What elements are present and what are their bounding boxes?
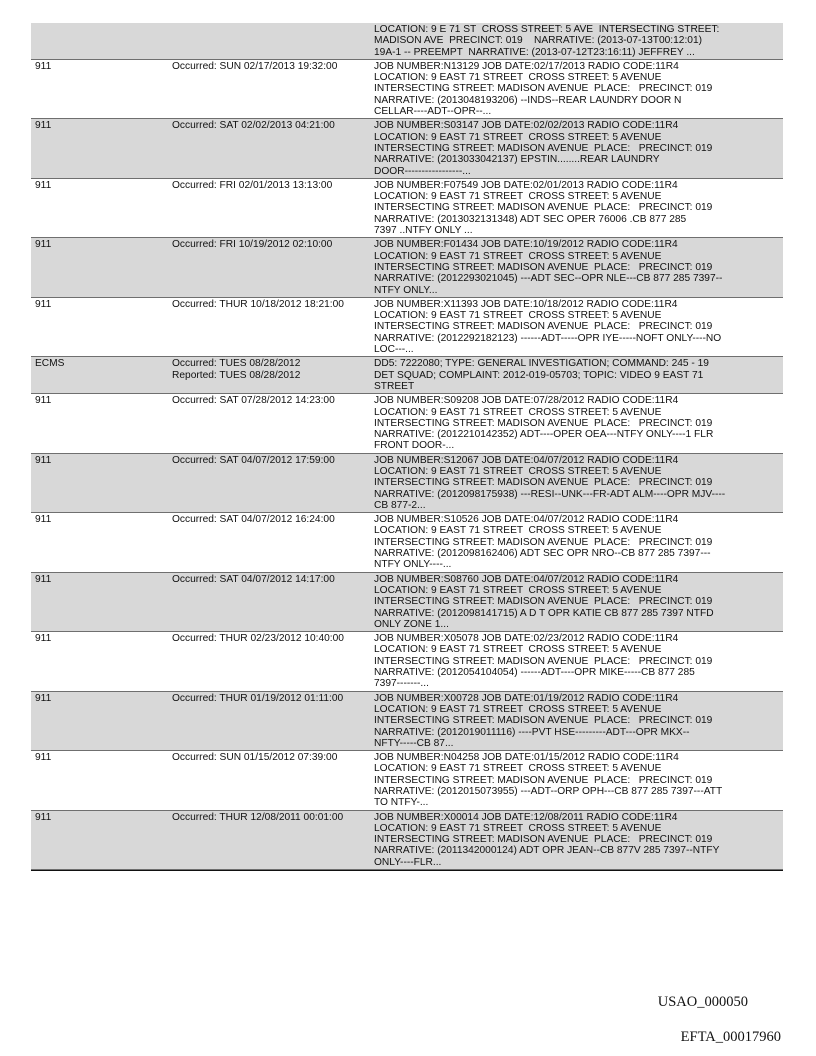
incident-source: 911 <box>35 60 52 72</box>
incident-narrative: JOB NUMBER:X11393 JOB DATE:10/18/2012 RADIO CODE:11R4 LOCATION: 9 EAST 71 STREET CROSS STREET: 5 AVENUE INTERSECTING STREET: MADISON AVENUE PLACE: PRECINCT: 019 NARRATIVE: (2012292182123) ------ADT-----OPR IYE-----NOFT ONLY----NO LOC---... <box>374 298 722 356</box>
incident-row <box>31 573 783 632</box>
incident-dates <box>172 811 374 869</box>
incident-date-line: Occurred: THUR 12/08/2011 00:01:00 <box>172 811 344 823</box>
incident-source: 911 <box>35 752 52 764</box>
incident-narrative: LOCATION: 9 E 71 ST CROSS STREET: 5 AVE INTERSECTING STREET: MADISON AVE PRECINCT: 019 NARRATIVE: (2013-07-13T00:12:01) 19A-1 -- PREEMPT NARRATIVE: (2013-07-12T23:16:11) JEFFREY ... <box>374 24 720 58</box>
incident-narrative: JOB NUMBER:F01434 JOB DATE:10/19/2012 RADIO CODE:11R4 LOCATION: 9 EAST 71 STREET CROSS STREET: 5 AVENUE INTERSECTING STREET: MADISON AVENUE PLACE: PRECINCT: 019 NARRATIVE: (2012293021045) ---ADT SEC--OPR NLE---CB 877 285 7397-- NTFY ONLY... <box>374 239 723 296</box>
incident-dates <box>172 23 374 59</box>
incident-row <box>31 751 783 810</box>
incident-source: 911 <box>35 298 52 310</box>
incident-date-line: Occurred: THUR 10/18/2012 18:21:00 <box>172 298 344 310</box>
incident-dates <box>172 298 374 356</box>
incident-source: 911 <box>35 239 52 251</box>
incident-date-line: Occurred: TUES 08/28/2012 <box>172 358 301 370</box>
incident-dates <box>172 60 374 118</box>
incident-row <box>31 238 783 297</box>
incident-narrative: JOB NUMBER:S09208 JOB DATE:07/28/2012 RADIO CODE:11R4 LOCATION: 9 EAST 71 STREET CROSS STREET: 5 AVENUE INTERSECTING STREET: MADISON AVENUE PLACE: PRECINCT: 019 NARRATIVE: (2012210142352) ADT----OPER OEA---NTFY ONLY----1 FLR FRONT DOOR-... <box>374 395 714 452</box>
table-end-rule <box>31 870 783 871</box>
incident-rows <box>31 23 783 870</box>
incident-source: 911 <box>35 514 52 526</box>
incident-narrative: DD5: 7222080; TYPE: GENERAL INVESTIGATION; COMMAND: 245 - 19 DET SQUAD; COMPLAINT: 2012-019-05703; TOPIC: VIDEO 9 EAST 71 STREET <box>374 358 709 392</box>
incident-source: 911 <box>35 395 52 407</box>
incident-narrative: JOB NUMBER:N04258 JOB DATE:01/15/2012 RADIO CODE:11R4 LOCATION: 9 EAST 71 STREET CROSS STREET: 5 AVENUE INTERSECTING STREET: MADISON AVENUE PLACE: PRECINCT: 019 NARRATIVE: (2012015073955) ---ADT--ORP OPH---CB 877 285 7397---ATT TO NTFY-... <box>374 752 723 809</box>
incident-row <box>31 454 783 513</box>
incident-date-line: Occurred: SAT 04/07/2012 14:17:00 <box>172 573 335 585</box>
bates-stamps <box>658 994 781 1046</box>
incident-narrative: JOB NUMBER:S12067 JOB DATE:04/07/2012 RADIO CODE:11R4 LOCATION: 9 EAST 71 STREET CROSS STREET: 5 AVENUE INTERSECTING STREET: MADISON AVENUE PLACE: PRECINCT: 019 NARRATIVE: (2012098175938) ---RESI--UNK---FR-ADT ALM----OPR MJV---- CB 877-2... <box>374 454 726 511</box>
incident-date-line: Occurred: SUN 02/17/2013 19:32:00 <box>172 60 338 72</box>
bates-efta-number: EFTA_00017960 <box>680 1029 781 1045</box>
incident-narrative: JOB NUMBER:S10526 JOB DATE:04/07/2012 RADIO CODE:11R4 LOCATION: 9 EAST 71 STREET CROSS STREET: 5 AVENUE INTERSECTING STREET: MADISON AVENUE PLACE: PRECINCT: 019 NARRATIVE: (2012098162406) ADT SEC OPR NRO--CB 877 285 7397--- NTFY ONLY----... <box>374 514 713 571</box>
incident-row <box>31 298 783 357</box>
incident-source: 911 <box>35 573 52 585</box>
incident-narrative: JOB NUMBER:S08760 JOB DATE:04/07/2012 RADIO CODE:11R4 LOCATION: 9 EAST 71 STREET CROSS STREET: 5 AVENUE INTERSECTING STREET: MADISON AVENUE PLACE: PRECINCT: 019 NARRATIVE: (2012098141715) A D T OPR KATIE CB 877 285 7397 NTFD ONLY ZONE 1... <box>374 573 714 630</box>
incident-date-line: Reported: TUES 08/28/2012 <box>172 369 301 381</box>
incident-source <box>31 23 172 59</box>
incident-dates <box>172 513 374 571</box>
incident-date-line: Occurred: SUN 01/15/2012 07:39:00 <box>172 752 338 764</box>
incident-source: 911 <box>35 692 52 704</box>
incident-source: 911 <box>35 120 52 132</box>
incident-row <box>31 179 783 238</box>
incident-dates <box>172 454 374 512</box>
incident-dates <box>172 394 374 452</box>
incident-dates <box>172 751 374 809</box>
incident-source: 911 <box>35 179 52 191</box>
incident-date-line: Occurred: SAT 04/07/2012 16:24:00 <box>172 514 335 526</box>
incident-dates <box>172 573 374 631</box>
bates-usao-number: USAO_000050 <box>657 994 748 1010</box>
incident-row <box>31 60 783 119</box>
incident-dates <box>172 692 374 750</box>
incident-date-line: Occurred: SAT 07/28/2012 14:23:00 <box>172 395 335 407</box>
incident-source: 911 <box>35 633 52 645</box>
incident-date-line: Occurred: THUR 02/23/2012 10:40:00 <box>172 633 344 645</box>
incident-row <box>31 357 783 394</box>
incident-narrative: JOB NUMBER:X00728 JOB DATE:01/19/2012 RADIO CODE:11R4 LOCATION: 9 EAST 71 STREET CROSS STREET: 5 AVENUE INTERSECTING STREET: MADISON AVENUE PLACE: PRECINCT: 019 NARRATIVE: (2012019011116) ----PVT HSE---------ADT---OPR MKX-- NFTY-----CB 87... <box>374 692 713 749</box>
incident-narrative: JOB NUMBER:X00014 JOB DATE:12/08/2011 RADIO CODE:11R4 LOCATION: 9 EAST 71 STREET CROSS STREET: 5 AVENUE INTERSECTING STREET: MADISON AVENUE PLACE: PRECINCT: 019 NARRATIVE: (2011342000124) ADT OPR JEAN--CB 877V 285 7397--NTFY ONLY----FLR... <box>374 811 720 868</box>
incident-date-line: Occurred: FRI 10/19/2012 02:10:00 <box>172 239 333 251</box>
incident-dates <box>172 357 374 393</box>
incident-dates <box>172 632 374 690</box>
incident-row <box>31 394 783 453</box>
incident-dates <box>172 119 374 177</box>
incident-row <box>31 692 783 751</box>
incident-dates <box>172 238 374 296</box>
incident-date-line: Occurred: SAT 02/02/2013 04:21:00 <box>172 120 335 132</box>
incident-narrative: JOB NUMBER:S03147 JOB DATE:02/02/2013 RADIO CODE:11R4 LOCATION: 9 EAST 71 STREET CROSS STREET: 5 AVENUE INTERSECTING STREET: MADISON AVENUE PLACE: PRECINCT: 019 NARRATIVE: (2013033042137) EPSTIN........REAR LAUNDRY DOOR-----------------... <box>374 120 713 177</box>
incident-source: ECMS <box>35 358 65 370</box>
incident-source: 911 <box>35 454 52 466</box>
incident-narrative: JOB NUMBER:N13129 JOB DATE:02/17/2013 RADIO CODE:11R4 LOCATION: 9 EAST 71 STREET CROSS STREET: 5 AVENUE INTERSECTING STREET: MADISON AVENUE PLACE: PRECINCT: 019 NARRATIVE: (2013048193206) --INDS--REAR LAUNDRY DOOR N CELLAR----ADT--OPR--... <box>374 60 713 118</box>
incident-narrative: JOB NUMBER:F07549 JOB DATE:02/01/2013 RADIO CODE:11R4 LOCATION: 9 EAST 71 STREET CROSS STREET: 5 AVENUE INTERSECTING STREET: MADISON AVENUE PLACE: PRECINCT: 019 NARRATIVE: (2013032131348) ADT SEC OPER 76006 .CB 877 285 7397 ..NTFY ONLY ... <box>374 179 713 237</box>
incident-date-line: Occurred: THUR 01/19/2012 01:11:00 <box>172 692 344 704</box>
incident-source: 911 <box>35 811 52 823</box>
incident-narrative: JOB NUMBER:X05078 JOB DATE:02/23/2012 RADIO CODE:11R4 LOCATION: 9 EAST 71 STREET CROSS STREET: 5 AVENUE INTERSECTING STREET: MADISON AVENUE PLACE: PRECINCT: 019 NARRATIVE: (2012054104054) ------ADT----OPR MIKE-----CB 877 285 7397-------... <box>374 633 713 690</box>
incident-row <box>31 513 783 572</box>
incident-date-line: Occurred: SAT 04/07/2012 17:59:00 <box>172 454 335 466</box>
incident-row <box>31 119 783 178</box>
incident-row <box>31 632 783 691</box>
incident-row <box>31 23 783 60</box>
incident-row <box>31 811 783 870</box>
incident-report-table <box>31 23 783 871</box>
incident-date-line: Occurred: FRI 02/01/2013 13:13:00 <box>172 179 333 191</box>
incident-dates <box>172 179 374 237</box>
